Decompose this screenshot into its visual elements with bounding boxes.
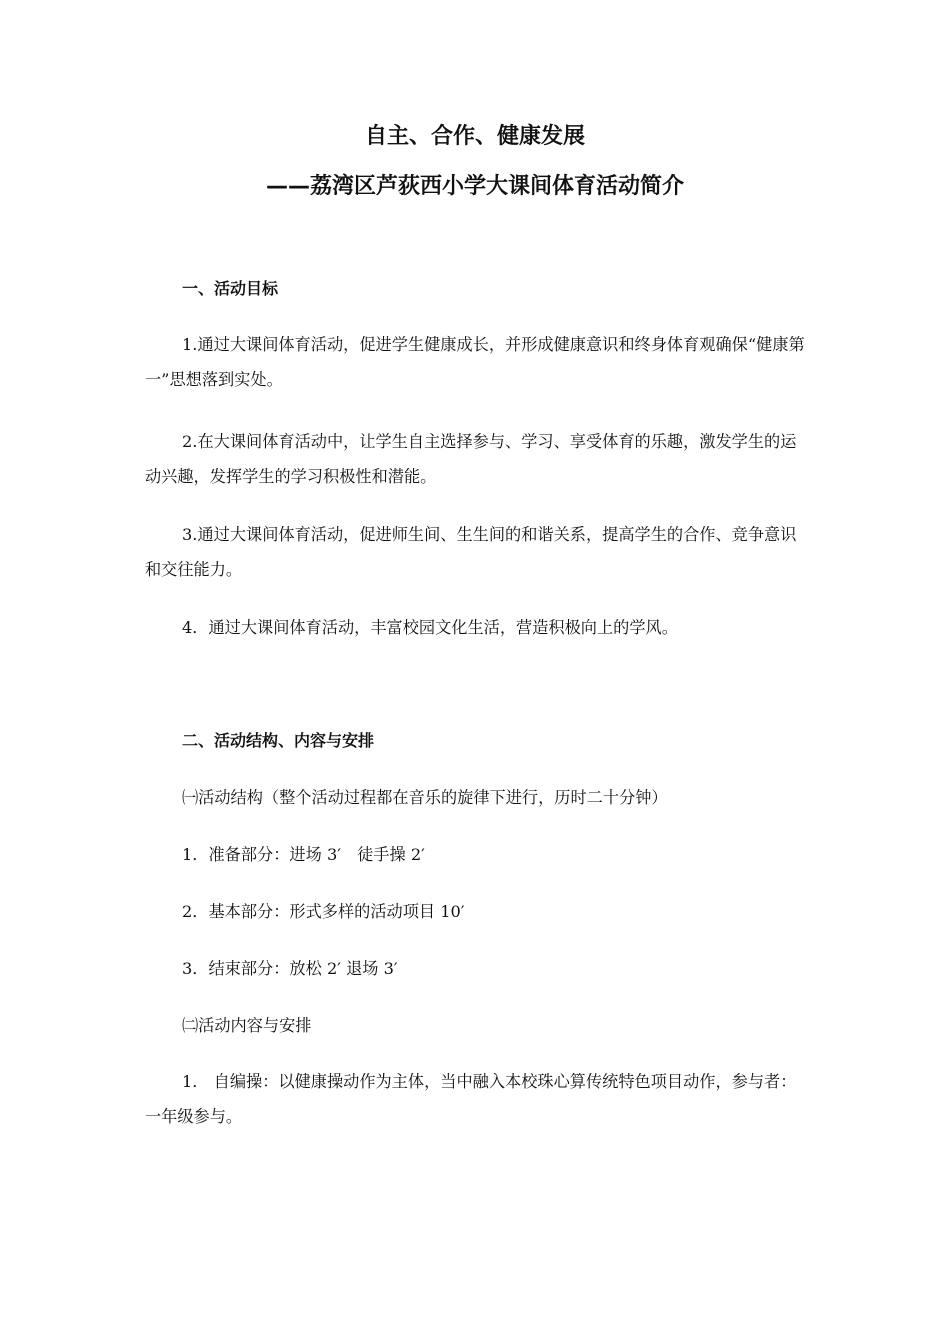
goal-item-1: 1.通过大课间体育活动，促进学生健康成长，并形成健康意识和终身体育观确保“健康第一”思想落到实处。 (145, 335, 805, 389)
goal-item-3: 3.通过大课间体育活动，促进师生间、生生间的和谐关系，提高学生的合作、竞争意识和交往能力。 (145, 525, 797, 579)
section-heading-structure: 二、活动结构、内容与安排 (182, 731, 375, 750)
section-heading-goals: 一、活动目标 (182, 279, 279, 298)
document-subtitle: ——荔湾区芦荻西小学大课间体育活动简介 (265, 174, 684, 199)
structure-item-2: 2．基本部分：形式多样的活动项目 10′ (182, 902, 465, 921)
structure-item-1: 1．准备部分：进场 3′ 徒手操 2′ (182, 845, 425, 864)
goal-item-4: 4．通过大课间体育活动，丰富校园文化生活，营造积极向上的学风。 (182, 618, 678, 637)
structure-title: ㈠活动结构（整个活动过程都在音乐的旋律下进行，历时二十分钟） (182, 788, 668, 807)
structure-item-3: 3．结束部分：放松 2′ 退场 3′ (182, 959, 398, 978)
content-item-1: 1． 自编操：以健康操动作为主体，当中融入本校珠心算传统特色项目动作，参与者：一年级参与。 (145, 1072, 797, 1126)
content-title: ㈡活动内容与安排 (182, 1016, 312, 1035)
goal-item-2: 2.在大课间体育活动中，让学生自主选择参与、学习、享受体育的乐趣，激发学生的运动兴趣，发挥学生的学习积极性和潜能。 (145, 432, 797, 486)
document-title: 自主、合作、健康发展 (364, 124, 585, 149)
